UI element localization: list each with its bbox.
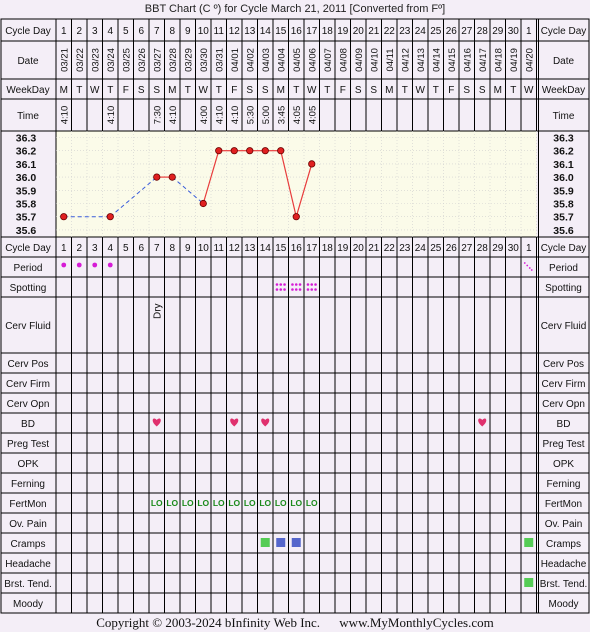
- time-label: 4:05: [307, 105, 319, 125]
- footer: [0, 613, 590, 632]
- y-tick-label-left: 35.9: [15, 185, 37, 198]
- spotting-dot: [295, 288, 298, 291]
- period-label-right: Period: [549, 263, 578, 274]
- weekday-letter: T: [510, 85, 517, 96]
- fertmon-value: LO: [150, 498, 163, 508]
- cerv-pos-label-right: Cerv Pos: [542, 359, 585, 370]
- weekday-letter: S: [354, 85, 362, 96]
- period-light-dot: [531, 269, 533, 271]
- date-label: 04/20: [524, 48, 536, 72]
- cycle-day-lower-label-left: Cycle Day: [5, 243, 51, 254]
- cycle-day-number: 24: [414, 26, 426, 37]
- cycle-day-number-lower: 17: [306, 243, 318, 254]
- temp-point: [61, 214, 67, 220]
- bd-heart-icon: [153, 419, 161, 427]
- weekday-letter: T: [76, 85, 83, 96]
- cycle-day-number-lower: 24: [414, 243, 426, 254]
- date-label: 04/17: [477, 48, 489, 72]
- weekday-letter: W: [90, 85, 100, 96]
- cycle-day-number-lower: 12: [228, 243, 240, 254]
- cycle-day-number: 6: [138, 26, 145, 37]
- cerv-fluid-label-right: Cerv Fluid: [540, 321, 587, 332]
- spotting-dot: [283, 283, 286, 286]
- spotting-dot: [314, 283, 317, 286]
- y-tick-label-right: 35.7: [553, 211, 574, 224]
- fertmon-value: LO: [228, 498, 241, 508]
- weekday-letter: T: [401, 85, 408, 96]
- cycle-day-number: 3: [91, 26, 98, 37]
- cycle-day-number-lower: 11: [213, 243, 224, 254]
- cycle-day-number-lower: 10: [197, 243, 209, 254]
- cycle-day-number-lower: 26: [445, 243, 457, 254]
- weekday-letter: M: [493, 85, 502, 96]
- cycle-day-number-lower: 1: [525, 243, 532, 254]
- cerv-opn-label-left: Cerv Opn: [6, 399, 50, 410]
- cerv-fluid-label-left: Cerv Fluid: [5, 321, 51, 332]
- cycle-day-number: 19: [337, 26, 349, 37]
- weekday-label-right: WeekDay: [541, 85, 586, 96]
- fertmon-value: LO: [166, 498, 179, 508]
- cycle-day-number-lower: 30: [507, 243, 519, 254]
- weekday-letter: S: [153, 85, 161, 96]
- brst-tend-label-right: Brst. Tend.: [539, 579, 588, 590]
- weekday-letter: M: [385, 85, 394, 96]
- spotting-dot: [283, 288, 286, 291]
- ferning-label-left: Ferning: [11, 479, 45, 490]
- date-label: 04/01: [229, 48, 241, 72]
- date-label: 04/10: [369, 48, 381, 72]
- period-light-dot: [524, 262, 526, 264]
- cycle-day-number-lower: 19: [337, 243, 349, 254]
- date-label: 03/31: [214, 48, 226, 72]
- weekday-letter: S: [370, 85, 378, 96]
- cycle-day-label-left: Cycle Day: [5, 26, 51, 37]
- date-label: 03/28: [167, 48, 179, 72]
- weekday-label-left: WeekDay: [6, 85, 50, 96]
- y-tick-label-right: 35.8: [553, 198, 574, 211]
- temp-point: [200, 200, 206, 206]
- cramps-marker: [261, 538, 270, 547]
- y-tick-label-right: 35.9: [553, 185, 574, 198]
- weekday-letter: W: [307, 85, 317, 96]
- cramps-marker: [292, 538, 301, 547]
- cycle-day-lower-label-right: Cycle Day: [540, 243, 587, 254]
- cycle-day-number: 25: [430, 26, 442, 37]
- cramps-label-left: Cramps: [10, 539, 46, 550]
- fertmon-value: LO: [181, 498, 194, 508]
- weekday-letter: M: [276, 85, 285, 96]
- fertmon-value: LO: [259, 498, 272, 508]
- cerv-pos-label-left: Cerv Pos: [7, 359, 49, 370]
- weekday-letter: W: [198, 85, 208, 96]
- date-label: 04/09: [353, 48, 365, 72]
- date-label: 04/04: [276, 48, 288, 72]
- weekday-letter: W: [415, 85, 425, 96]
- temp-point: [231, 148, 237, 154]
- cycle-day-number-lower: 28: [476, 243, 488, 254]
- period-light-dot: [529, 267, 531, 269]
- weekday-letter: T: [293, 85, 300, 96]
- cycle-day-number-lower: 13: [244, 243, 256, 254]
- time-label: 4:10: [105, 105, 117, 125]
- cycle-day-number: 10: [197, 26, 209, 37]
- period-dot: [61, 263, 66, 268]
- copyright-text: Copyright © 2003-2024 bInfinity Web Inc.: [96, 615, 321, 630]
- weekday-letter: S: [137, 85, 145, 96]
- cycle-day-number-lower: 18: [321, 243, 333, 254]
- cycle-day-number-lower: 9: [184, 243, 191, 254]
- date-label: 04/19: [508, 48, 520, 72]
- site-link[interactable]: www.MyMonthlyCycles.com: [339, 615, 494, 630]
- cycle-day-number: 4: [107, 26, 114, 37]
- time-label: 7:30: [152, 105, 164, 125]
- date-label: 04/15: [446, 48, 458, 72]
- date-label: 03/30: [198, 48, 210, 72]
- date-label: 04/11: [384, 48, 396, 72]
- fertmon-value: LO: [305, 498, 318, 508]
- cycle-day-number: 30: [507, 26, 519, 37]
- fertmon-label-right: FertMon: [544, 499, 583, 510]
- y-tick-label-left: 36.2: [15, 145, 37, 158]
- cycle-day-number: 11: [213, 26, 224, 37]
- date-label: 03/26: [136, 48, 148, 72]
- spotting-dot: [310, 288, 313, 291]
- y-tick-label-right: 36.0: [553, 172, 574, 185]
- date-label: 04/03: [260, 48, 272, 72]
- time-label: 4:10: [167, 105, 179, 125]
- bd-heart-icon: [478, 419, 486, 427]
- ferning-label-right: Ferning: [546, 479, 581, 490]
- y-tick-label-left: 36.3: [15, 132, 37, 145]
- moody-label-right: Moody: [548, 599, 579, 610]
- brst-tend-marker: [524, 578, 533, 587]
- date-label: 03/23: [90, 48, 102, 72]
- cycle-day-number: 26: [445, 26, 457, 37]
- date-label: 04/06: [307, 48, 319, 72]
- moody-label-left: Moody: [12, 599, 44, 610]
- time-label: 5:00: [260, 105, 272, 125]
- spotting-dot: [307, 288, 310, 291]
- temp-point: [309, 161, 315, 167]
- weekday-letter: T: [107, 85, 114, 96]
- date-label: 04/12: [400, 48, 412, 72]
- temp-point: [247, 148, 253, 154]
- cycle-day-number-lower: 4: [107, 243, 114, 254]
- cycle-day-number: 18: [321, 26, 333, 37]
- cycle-day-number: 16: [290, 26, 302, 37]
- cramps-marker: [524, 538, 533, 547]
- date-label: 03/24: [105, 48, 117, 72]
- temp-point: [107, 214, 113, 220]
- fertmon-value: LO: [274, 498, 287, 508]
- period-light-dot: [526, 265, 528, 267]
- cycle-day-number-lower: 5: [122, 243, 129, 254]
- temp-point: [278, 148, 284, 154]
- temp-point: [169, 174, 175, 180]
- date-label: 04/16: [462, 48, 474, 72]
- weekday-letter: T: [215, 85, 222, 96]
- weekday-letter: F: [339, 85, 346, 96]
- cycle-day-number: 13: [244, 26, 256, 37]
- weekday-letter: S: [246, 85, 254, 96]
- temp-point: [154, 174, 160, 180]
- time-label-right: Time: [552, 111, 575, 122]
- bd-label-left: BD: [21, 419, 35, 430]
- time-label: 5:30: [245, 105, 257, 125]
- preg-test-label-right: Preg Test: [542, 439, 585, 450]
- fertmon-value: LO: [290, 498, 303, 508]
- cycle-day-number-lower: 14: [259, 243, 271, 254]
- y-tick-label-right: 36.3: [553, 132, 574, 145]
- spotting-dot: [299, 283, 302, 286]
- fertmon-value: LO: [212, 498, 225, 508]
- opk-label-right: OPK: [552, 459, 575, 470]
- spotting-dot: [276, 283, 279, 286]
- spotting-dot: [276, 288, 279, 291]
- cycle-day-number: 17: [306, 26, 318, 37]
- period-label-left: Period: [13, 263, 43, 274]
- date-label: 04/18: [493, 48, 505, 72]
- cycle-day-number: 8: [169, 26, 176, 37]
- date-label-right: Date: [552, 56, 575, 67]
- cerv-fluid-value: Dry: [152, 303, 164, 319]
- spotting-dot: [291, 283, 294, 286]
- spotting-dot: [291, 288, 294, 291]
- bd-heart-icon: [230, 419, 238, 427]
- cycle-day-number-lower: 22: [383, 243, 395, 254]
- date-label: 04/14: [431, 48, 443, 72]
- cycle-day-number-lower: 29: [492, 243, 504, 254]
- weekday-letter: F: [231, 85, 238, 96]
- cycle-day-number: 27: [461, 26, 473, 37]
- period-dot: [108, 263, 113, 268]
- date-label: 04/05: [291, 48, 303, 72]
- cycle-day-number: 28: [476, 26, 488, 37]
- cycle-day-number: 22: [383, 26, 395, 37]
- ov-pain-label-right: Ov. Pain: [544, 519, 583, 530]
- y-tick-label-right: 36.2: [553, 145, 574, 158]
- ov-pain-label-left: Ov. Pain: [9, 519, 47, 530]
- date-label: 03/25: [121, 48, 133, 72]
- spotting-dot: [314, 288, 317, 291]
- spotting-dot: [299, 288, 302, 291]
- brst-tend-label-left: Brst. Tend.: [4, 579, 52, 590]
- weekday-letter: T: [184, 85, 191, 96]
- spotting-dot: [279, 288, 282, 291]
- fertmon-value: LO: [197, 498, 210, 508]
- cycle-day-number-lower: 23: [399, 243, 411, 254]
- cycle-day-number-lower: 7: [153, 243, 160, 254]
- y-tick-label-left: 35.6: [15, 224, 37, 237]
- cycle-day-number-lower: 15: [275, 243, 287, 254]
- spotting-dot: [310, 283, 313, 286]
- cramps-marker: [276, 538, 285, 547]
- date-label: 03/22: [74, 48, 86, 72]
- date-label-left: Date: [17, 56, 39, 67]
- cycle-day-number: 9: [184, 26, 191, 37]
- y-tick-label-right: 36.1: [553, 158, 574, 171]
- cycle-day-number: 7: [153, 26, 160, 37]
- cycle-day-number: 29: [492, 26, 504, 37]
- cycle-day-number: 14: [259, 26, 271, 37]
- time-label: 4:10: [214, 105, 226, 125]
- cerv-opn-label-right: Cerv Opn: [542, 399, 585, 410]
- y-tick-label-left: 35.7: [15, 211, 37, 224]
- time-label: 4:10: [59, 105, 71, 125]
- weekday-letter: F: [122, 85, 129, 96]
- time-label: 4:00: [198, 105, 210, 125]
- date-label: 04/13: [415, 48, 427, 72]
- date-label: 03/21: [59, 48, 71, 72]
- spotting-label-right: Spotting: [545, 283, 582, 294]
- weekday-letter: M: [59, 85, 68, 96]
- cycle-day-number: 20: [352, 26, 364, 37]
- date-label: 04/02: [245, 48, 257, 72]
- temperature-area: [56, 131, 537, 237]
- opk-label-left: OPK: [17, 459, 39, 470]
- y-tick-label-left: 36.0: [15, 172, 37, 185]
- y-tick-label-left: 36.1: [15, 158, 37, 171]
- fertmon-value: LO: [243, 498, 256, 508]
- cycle-day-number-lower: 1: [60, 243, 67, 254]
- cycle-day-number: 15: [275, 26, 287, 37]
- weekday-letter: S: [478, 85, 486, 96]
- cycle-day-number-lower: 8: [169, 243, 176, 254]
- period-dot: [77, 263, 82, 268]
- cycle-day-number: 23: [399, 26, 411, 37]
- cycle-day-number-lower: 25: [430, 243, 442, 254]
- date-label: 04/08: [338, 48, 350, 72]
- cycle-day-number-lower: 20: [352, 243, 364, 254]
- cycle-day-number: 21: [368, 26, 380, 37]
- weekday-letter: S: [463, 85, 471, 96]
- time-label: 4:10: [229, 105, 241, 125]
- y-tick-label-right: 35.6: [553, 224, 574, 237]
- fertmon-label-left: FertMon: [9, 499, 47, 510]
- weekday-letter: W: [524, 85, 534, 96]
- spotting-dot: [295, 283, 298, 286]
- weekday-letter: T: [324, 85, 331, 96]
- cycle-day-number-lower: 16: [290, 243, 302, 254]
- date-label: 03/27: [152, 48, 164, 72]
- period-dot: [92, 263, 97, 268]
- headache-label-left: Headache: [5, 559, 51, 570]
- weekday-letter: F: [448, 85, 455, 96]
- cycle-day-number: 5: [122, 26, 129, 37]
- headache-label-right: Headache: [540, 559, 587, 570]
- cycle-day-number: 1: [60, 26, 67, 37]
- spotting-dot: [279, 283, 282, 286]
- cramps-label-right: Cramps: [545, 539, 582, 550]
- cycle-day-number-lower: 2: [76, 243, 83, 254]
- time-label: 4:05: [291, 105, 303, 125]
- date-label: 03/29: [183, 48, 195, 72]
- weekday-letter: M: [168, 85, 177, 96]
- cycle-day-number-lower: 27: [461, 243, 473, 254]
- temp-point: [262, 148, 268, 154]
- spotting-dot: [307, 283, 310, 286]
- time-label-left: Time: [17, 111, 39, 122]
- y-tick-label-left: 35.8: [15, 198, 37, 211]
- date-label: 04/07: [322, 48, 334, 72]
- bd-heart-icon: [261, 419, 269, 427]
- preg-test-label-left: Preg Test: [6, 439, 50, 450]
- weekday-letter: S: [261, 85, 269, 96]
- chart-title: BBT Chart (C º) for Cycle March 21, 2011 [Converted from Fº]: [144, 3, 446, 15]
- temp-point: [216, 148, 222, 154]
- weekday-letter: T: [432, 85, 439, 96]
- cycle-day-number: 12: [228, 26, 240, 37]
- cycle-day-label-right: Cycle Day: [540, 26, 587, 37]
- cycle-day-number: 1: [525, 26, 532, 37]
- cycle-day-number: 2: [76, 26, 83, 37]
- temp-point: [293, 214, 299, 220]
- bd-label-right: BD: [556, 419, 571, 430]
- cerv-firm-label-right: Cerv Firm: [541, 379, 586, 390]
- cycle-day-number-lower: 3: [91, 243, 98, 254]
- cycle-day-number-lower: 21: [368, 243, 380, 254]
- time-label: 3:45: [276, 105, 288, 125]
- spotting-label-left: Spotting: [9, 283, 47, 294]
- cycle-day-number-lower: 6: [138, 243, 145, 254]
- cerv-firm-label-left: Cerv Firm: [6, 379, 50, 390]
